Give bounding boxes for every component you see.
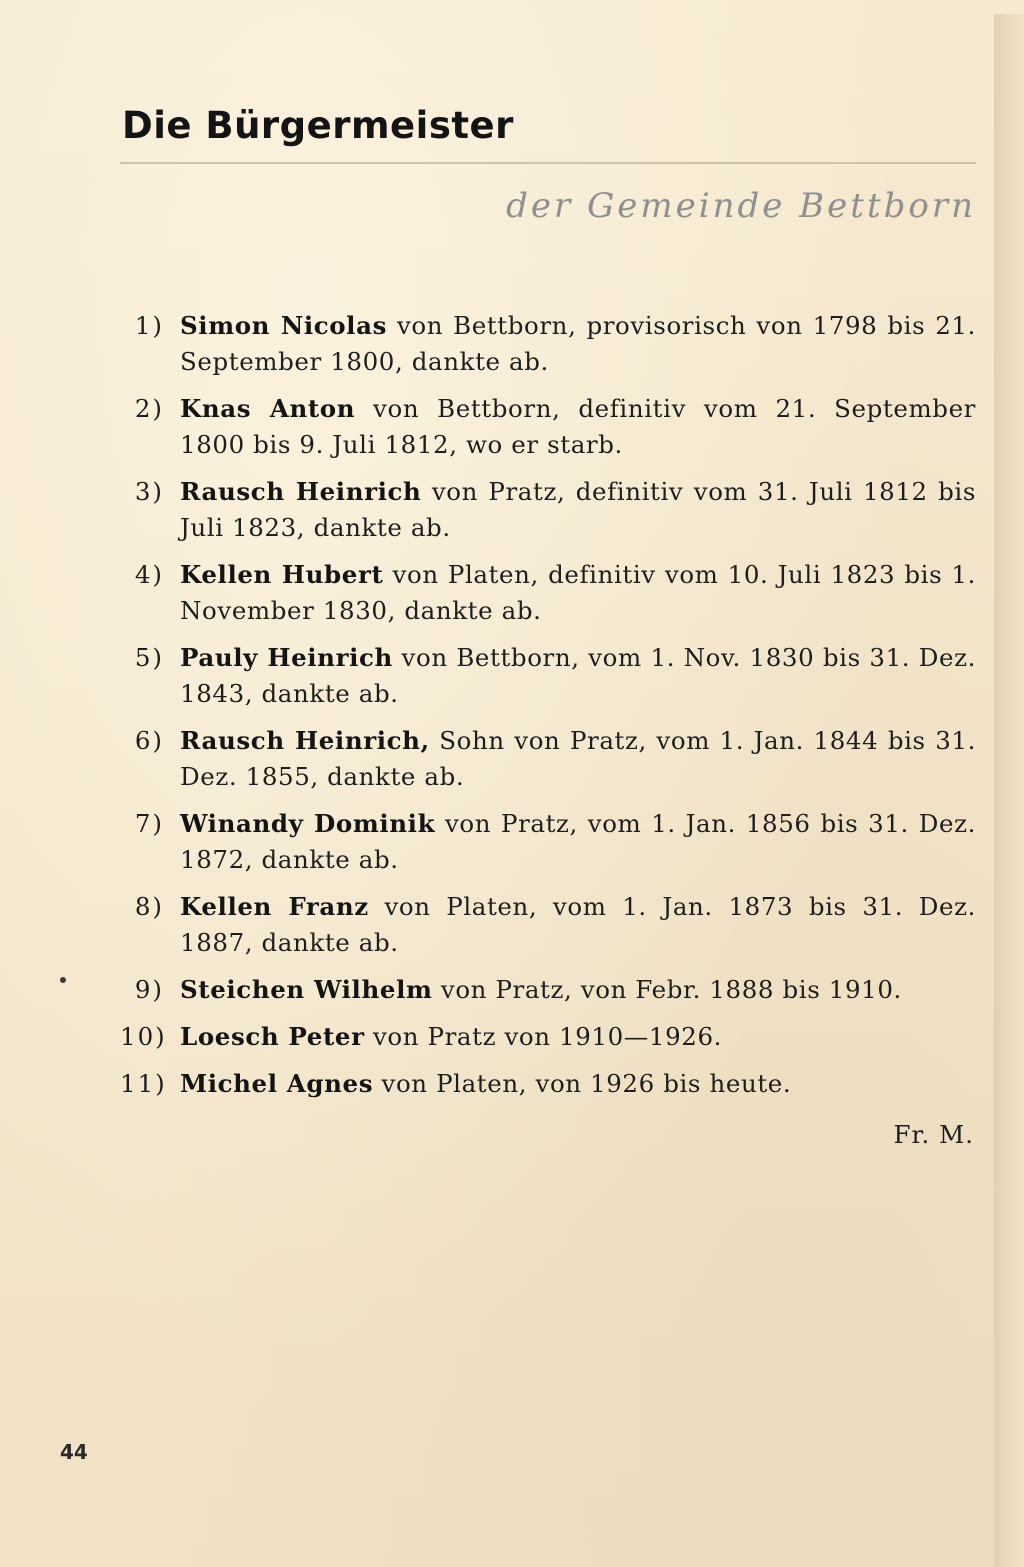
mayor-name: Pauly Heinrich (180, 643, 393, 672)
author-signature: Fr. M. (893, 1120, 974, 1149)
list-item (120, 1066, 976, 1102)
mayor-name: Simon Nicolas (180, 311, 387, 340)
item-number: 2) (134, 394, 164, 423)
mayor-name: Rausch Heinrich (180, 477, 422, 506)
item-text: von Bettborn, provisorisch von 1798 bis 21. September 1800, dankte ab. (180, 311, 977, 376)
list-item (120, 972, 976, 1008)
item-text: von Pratz, definitiv vom 31. Juli 1812 bis Juli 1823, dankte ab. (180, 477, 976, 542)
list-item (120, 474, 976, 546)
list-item (120, 391, 976, 463)
mayor-name: Kellen Hubert (180, 560, 384, 589)
item-number: 10) (120, 1022, 167, 1051)
list-item (120, 557, 976, 629)
script-subtitle: der Gemeinde Bettborn (506, 186, 976, 226)
item-number: 8) (134, 892, 164, 921)
list-item (120, 806, 976, 878)
item-text: Sohn von Pratz, vom 1. Jan. 1844 bis 31. Dez. 1855, dankte ab. (180, 726, 976, 791)
item-text: von Pratz von 1910—1926. (364, 1022, 723, 1051)
mayor-name: Winandy Dominik (180, 809, 436, 838)
item-text: von Platen, von 1926 bis heute. (373, 1069, 792, 1098)
page-number: 44 (60, 1440, 88, 1464)
list-item (120, 308, 976, 380)
item-number: 6) (134, 726, 164, 755)
mayor-name: Knas Anton (180, 394, 356, 423)
title-divider (120, 162, 976, 164)
page-edge (994, 14, 1024, 1567)
item-number: 9) (134, 975, 164, 1004)
item-number: 7) (134, 809, 164, 838)
ink-speck (60, 977, 66, 983)
mayor-name: Steichen Wilhelm (180, 975, 433, 1004)
list-item (120, 723, 976, 795)
mayor-name: Michel Agnes (180, 1069, 374, 1098)
item-number: 3) (134, 477, 164, 506)
item-text: von Pratz, vom 1. Jan. 1856 bis 31. Dez. 1872, dankte ab. (180, 809, 977, 874)
mayor-name: Kellen Franz (180, 892, 369, 921)
page-title: Die Bürgermeister (122, 104, 514, 147)
list-item (120, 640, 976, 712)
mayor-name: Rausch Heinrich, (180, 726, 430, 755)
mayor-list (120, 308, 976, 1113)
item-number: 1) (134, 311, 164, 340)
item-text: von Platen, definitiv vom 10. Juli 1823 bis 1. November 1830, dankte ab. (180, 560, 976, 625)
item-number: 5) (134, 643, 164, 672)
item-number: 4) (134, 560, 164, 589)
item-number: 11) (120, 1069, 167, 1098)
item-text: von Bettborn, vom 1. Nov. 1830 bis 31. Dez. 1843, dankte ab. (180, 643, 976, 708)
item-text: von Pratz, von Febr. 1888 bis 1910. (432, 975, 902, 1004)
mayor-name: Loesch Peter (180, 1022, 365, 1051)
item-text: von Platen, vom 1. Jan. 1873 bis 31. Dez. 1887, dankte ab. (180, 892, 976, 957)
item-text: von Bettborn, definitiv vom 21. September 1800 bis 9. Juli 1812, wo er starb. (180, 394, 976, 459)
list-item (120, 889, 976, 961)
list-item (120, 1019, 976, 1055)
